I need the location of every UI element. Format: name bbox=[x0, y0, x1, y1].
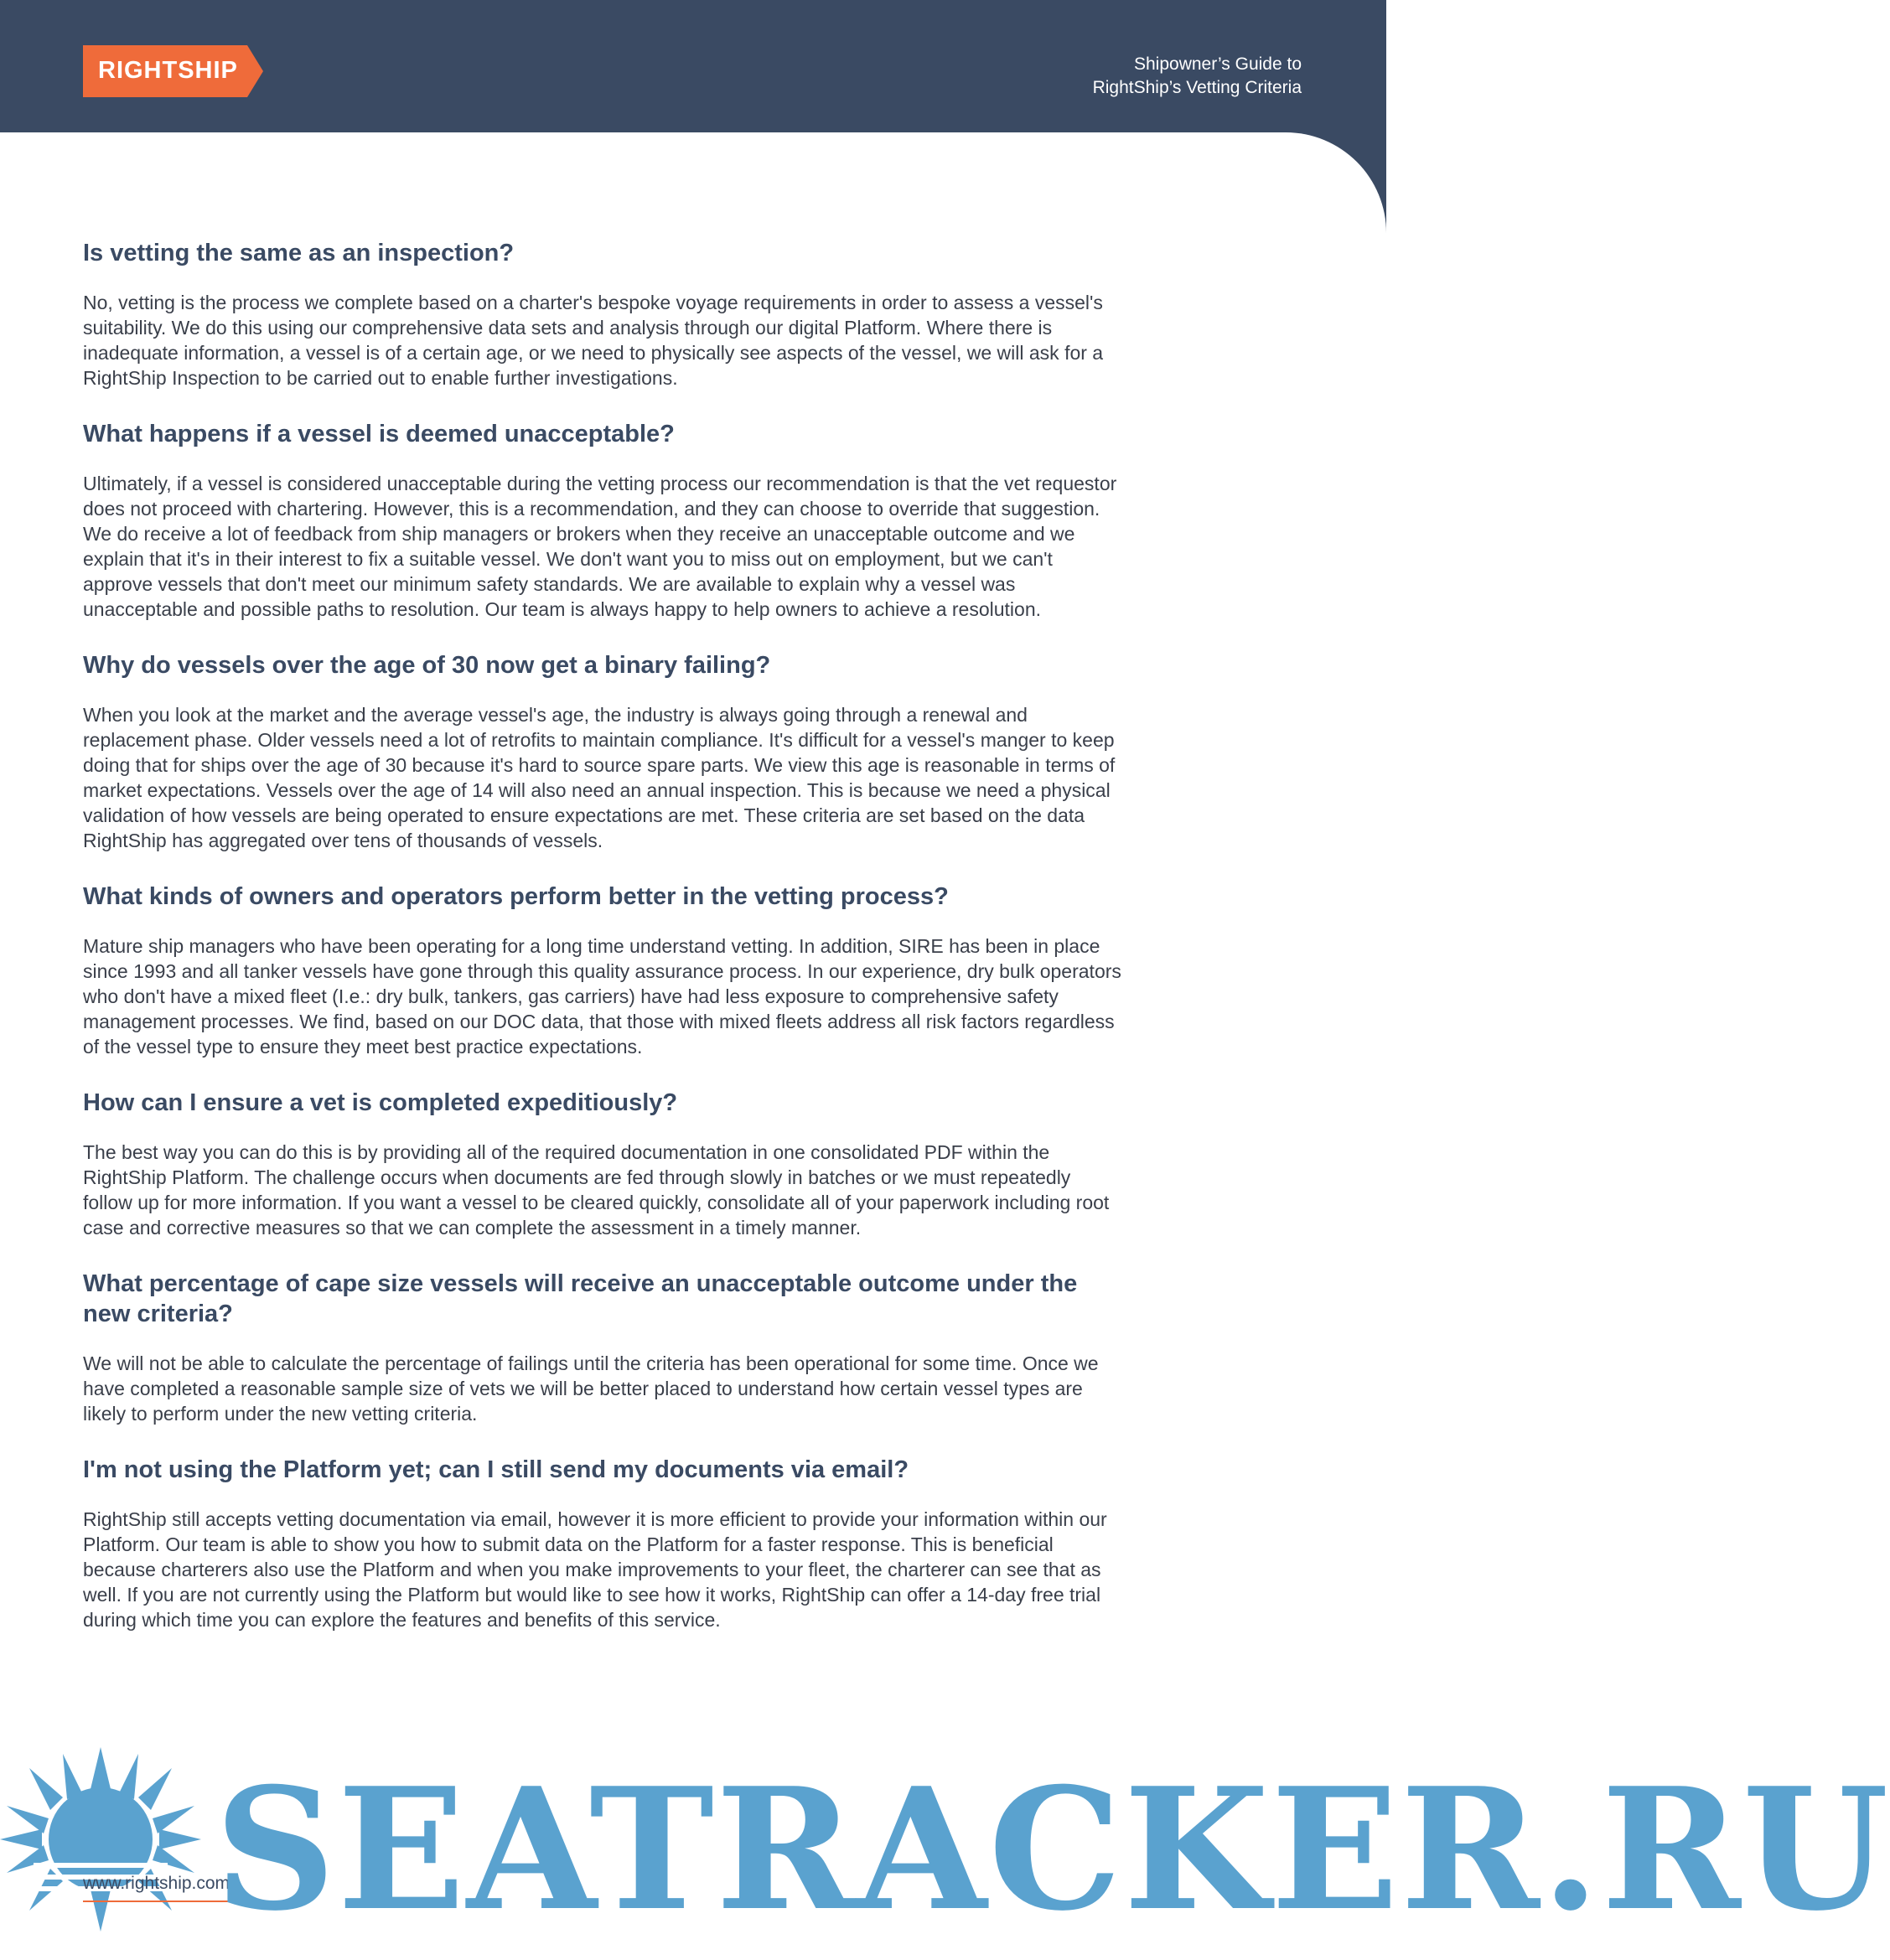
faq-item bbox=[83, 419, 1122, 622]
faq-question: How can I ensure a vet is completed expeditiously? bbox=[83, 1089, 678, 1116]
sun-watermark-icon bbox=[0, 1747, 201, 1932]
faq-question: What kinds of owners and operators perform better in the vetting process? bbox=[83, 883, 949, 910]
faq-question: What happens if a vessel is deemed unacceptable? bbox=[83, 421, 675, 447]
faq-item bbox=[83, 650, 1122, 853]
faq-answer: Mature ship managers who have been operating for a long time understand vetting. In addition, SIRE has been in place since 1993 and all tanker vessels have gone through this quality assurance process. In our experience, dry bulk operators who don't have a mixed fleet (I.e.: dry bulk, tankers, gas carriers) have had less exposure to comprehensive safety management processes. We find, based on our DOC data, that those with mixed fleets address all risk factors regardless of the vessel type to ensure they meet best practice expectations. bbox=[83, 935, 1121, 1058]
rightship-logo bbox=[83, 45, 263, 97]
guide-title bbox=[1093, 53, 1302, 100]
footer-url[interactable]: www.rightship.com bbox=[83, 1874, 230, 1893]
faq-question: Why do vessels over the age of 30 now get a binary failing? bbox=[83, 652, 771, 679]
faq-answer: RightShip still accepts vetting documentation via email, however it is more efficient to provide your information within our Platform. Our team is able to show you how to submit data on the Platform for a faster response. This is beneficial because charterers also use the Platform and when you make improvements to your fleet, the charterer can see that as well. If you are not currently using the Platform but would like to see how it works, RightShip can offer a 14-day free trial during which time you can explore the features and benefits of this service. bbox=[83, 1508, 1107, 1631]
guide-title-line2: RightShip’s Vetting Criteria bbox=[1092, 78, 1302, 97]
faq-item bbox=[83, 1088, 1122, 1240]
faq-answer: Ultimately, if a vessel is considered unacceptable during the vetting process our recommendation is that the vet requestor does not proceed with chartering. However, this is a recommendation, and they can choose to override that suggestion. We do receive a lot of feedback from ship managers or brokers when they receive an unacceptable outcome and we explain that it's in their interest to fix a suitable vessel. We don't want you to miss out on employment, but we can't approve vessels that don't meet our minimum safety standards. We are available to explain why a vessel was unacceptable and possible paths to resolution. Our team is always happy to help owners to achieve a resolution. bbox=[83, 473, 1117, 620]
faq-question: What percentage of cape size vessels will receive an unacceptable outcome under the new criteria? bbox=[83, 1270, 1078, 1327]
faq-answer: No, vetting is the process we complete based on a charter's bespoke voyage requirements in order to assess a vessel's suitability. We do this using our comprehensive data sets and analysis through our digital Platform. Where there is inadequate information, a vessel is of a certain age, or we need to physically see aspects of the vessel, we will ask for a RightShip Inspection to be carried out to enable further investigations. bbox=[83, 292, 1104, 389]
faq-question: I'm not using the Platform yet; can I still send my documents via email? bbox=[83, 1456, 909, 1483]
faq-content bbox=[83, 238, 1122, 1661]
faq-item bbox=[83, 1455, 1122, 1632]
watermark-text: SEATRACKER.RU bbox=[215, 1751, 1890, 1948]
faq-item bbox=[83, 882, 1122, 1059]
guide-title-line1: Shipowner’s Guide to bbox=[1133, 54, 1302, 74]
faq-answer: We will not be able to calculate the percentage of failings until the criteria has been operational for some time. Once we have completed a reasonable sample size of vets we will be better placed to understand how certain vessel types are likely to perform under the new vetting criteria. bbox=[83, 1352, 1099, 1425]
faq-item bbox=[83, 1269, 1122, 1426]
faq-answer: When you look at the market and the average vessel's age, the industry is always going through a renewal and replacement phase. Older vessels need a lot of retrofits to maintain compliance. It's difficult for a vessel's manger to keep doing that for ships over the age of 30 because it's hard to source spare parts. We view this age is reasonable in terms of market expectations. Vessels over the age of 14 will also need an annual inspection. This is because we need a physical validation of how vessels are being operated to ensure expectations are met. These criteria are set based on the data RightShip has aggregated over tens of thousands of vessels. bbox=[83, 704, 1116, 851]
faq-answer: The best way you can do this is by providing all of the required documentation in one consolidated PDF within the RightShip Platform. The challenge occurs when documents are fed through slowly in batches or we must repeatedly follow up for more information. If you want a vessel to be cleared quickly, consolidate all of your paperwork including root case and corrective measures so that we can complete the assessment in a timely manner. bbox=[83, 1141, 1110, 1239]
logo-text: RIGHTSHIP bbox=[98, 57, 238, 84]
faq-question: Is vetting the same as an inspection? bbox=[83, 240, 515, 266]
faq-item bbox=[83, 238, 1122, 390]
